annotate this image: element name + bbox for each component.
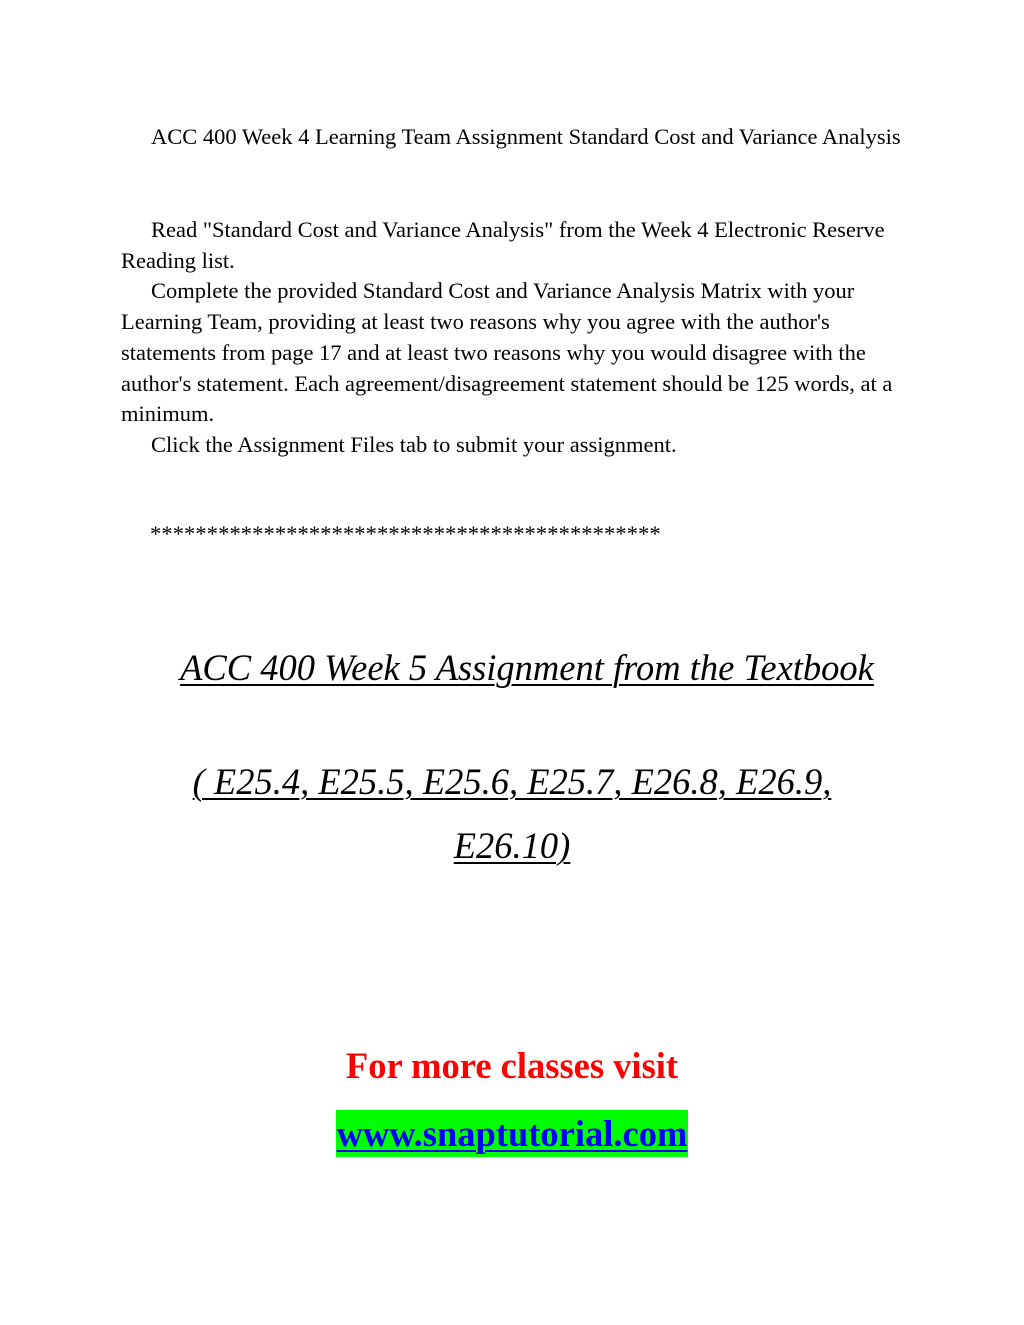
- week5-heading-line3: [0, 824, 1024, 868]
- week5-heading-text3: E26.10): [453, 825, 571, 866]
- instruction-complete: Complete the provided Standard Cost and Variance Analysis Matrix with your Learning Team, providing at least two reasons why you agree with the author's statements from page 17 and at least two reasons why you would disagree with the author's statement. Each agreement/disagreement statement should be 125 words, at a minimum.: [121, 278, 893, 427]
- week5-heading-line1: [15, 646, 1024, 690]
- week4-title-block: [121, 122, 901, 153]
- asterisk-separator: *********************************************: [150, 521, 661, 546]
- instruction-submit: Click the Assignment Files tab to submit your assignment.: [151, 431, 677, 457]
- promo-link-container: [0, 1110, 1024, 1157]
- promo-text: For more classes visit: [345, 1045, 679, 1086]
- week4-title: ACC 400 Week 4 Learning Team Assignment Standard Cost and Variance Analysis: [151, 124, 901, 149]
- week4-instructions: [121, 215, 901, 461]
- week5-heading-line2: [0, 760, 1024, 804]
- snaptutorial-link[interactable]: www.snaptutorial.com: [336, 1110, 689, 1157]
- week5-heading-text2: ( E25.4, E25.5, E25.6, E25.7, E26.8, E26.9,: [192, 761, 832, 802]
- instruction-read: Read "Standard Cost and Variance Analysis" from the Week 4 Electronic Reserve Reading list.: [121, 217, 885, 273]
- week5-heading-text1: ACC 400 Week 5 Assignment from the Textbook: [180, 647, 874, 688]
